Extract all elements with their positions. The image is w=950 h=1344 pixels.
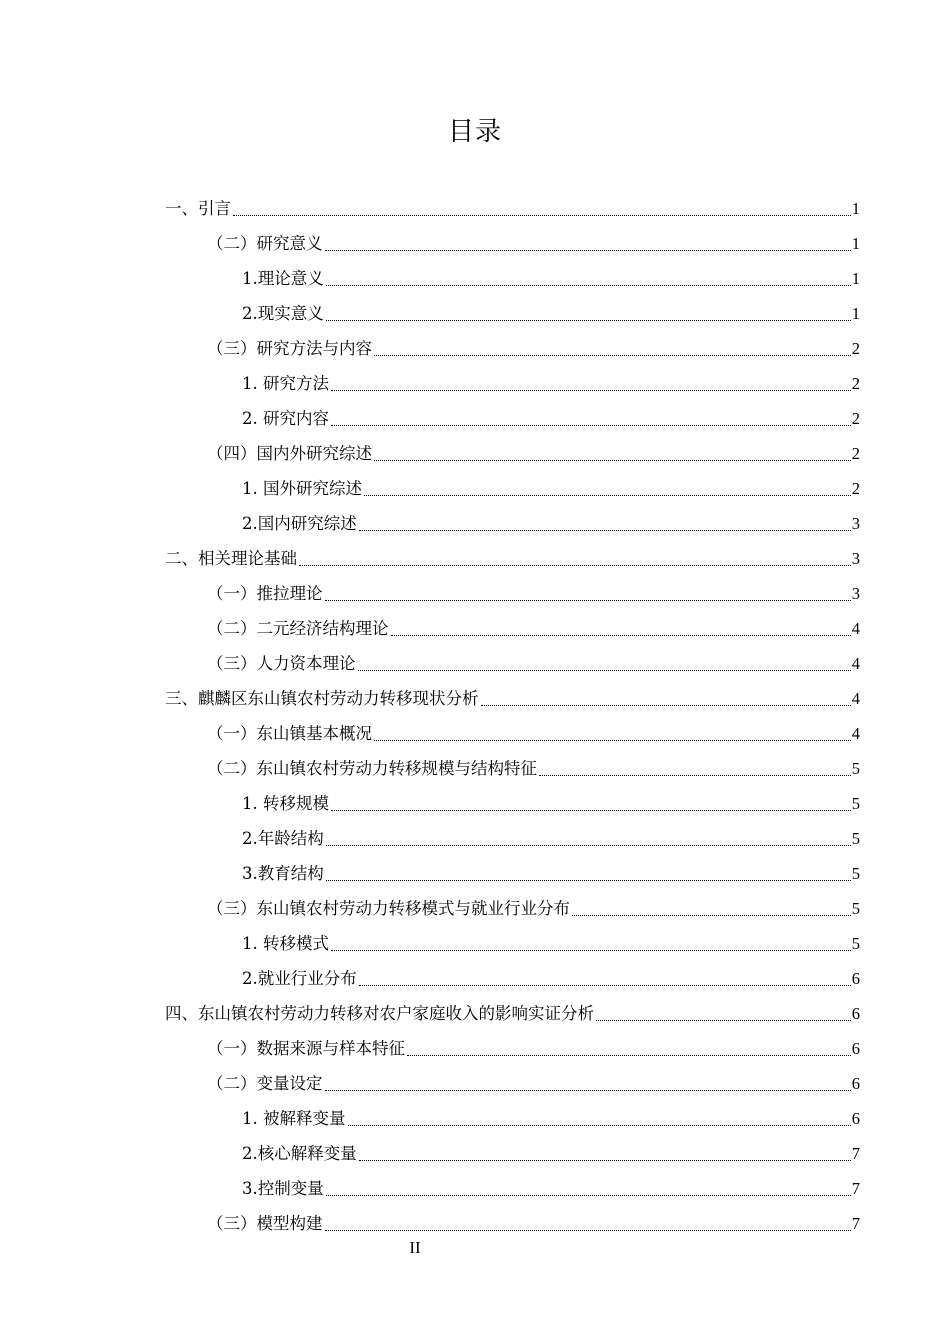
toc-entry-page-number: 1 xyxy=(851,198,860,218)
toc-entry-title: 1. 被解释变量 xyxy=(242,1108,346,1128)
toc-entry[interactable] xyxy=(165,191,860,226)
toc-dot-leader xyxy=(326,1195,851,1196)
toc-entry-title: （一）数据来源与样本特征 xyxy=(207,1038,405,1058)
toc-dot-leader xyxy=(299,565,851,566)
toc-entry-title: （一）推拉理论 xyxy=(207,583,323,603)
toc-entry-title: 三、麒麟区东山镇农村劳动力转移现状分析 xyxy=(165,688,479,708)
toc-entry-page-number: 6 xyxy=(851,1003,860,1023)
toc-entry[interactable] xyxy=(165,1171,860,1206)
toc-entry[interactable] xyxy=(165,541,860,576)
toc-entry[interactable] xyxy=(165,436,860,471)
toc-entry-page-number: 6 xyxy=(851,968,860,988)
toc-entry[interactable] xyxy=(165,471,860,506)
toc-entry-page-number: 1 xyxy=(851,268,860,288)
footer-page-number: II xyxy=(409,1238,421,1257)
toc-entry[interactable] xyxy=(165,961,860,996)
toc-entry-page-number: 3 xyxy=(851,583,860,603)
toc-dot-leader xyxy=(359,1160,851,1161)
toc-entry-title: 3.控制变量 xyxy=(242,1178,324,1198)
toc-entry[interactable] xyxy=(165,331,860,366)
toc-dot-leader xyxy=(481,705,851,706)
toc-dot-leader xyxy=(326,880,851,881)
toc-entry[interactable] xyxy=(165,996,860,1031)
toc-entry-title: （二）变量设定 xyxy=(207,1073,323,1093)
toc-dot-leader xyxy=(539,775,851,776)
toc-entry[interactable] xyxy=(165,716,860,751)
toc-entry-title: 2.国内研究综述 xyxy=(242,513,357,533)
toc-entry-page-number: 5 xyxy=(851,793,860,813)
toc-entry[interactable] xyxy=(165,506,860,541)
toc-entry-page-number: 6 xyxy=(851,1038,860,1058)
toc-entry-page-number: 5 xyxy=(851,933,860,953)
toc-dot-leader xyxy=(331,425,851,426)
toc-entry-page-number: 7 xyxy=(851,1178,860,1198)
toc-entry-title: 3.教育结构 xyxy=(242,863,324,883)
toc-entry[interactable] xyxy=(165,1136,860,1171)
toc-entry-page-number: 1 xyxy=(851,233,860,253)
toc-dot-leader xyxy=(325,1090,851,1091)
toc-dot-leader xyxy=(325,250,851,251)
toc-dot-leader xyxy=(348,1125,851,1126)
toc-dot-leader xyxy=(374,460,851,461)
toc-entry[interactable] xyxy=(165,296,860,331)
toc-entry-page-number: 6 xyxy=(851,1108,860,1128)
toc-entry[interactable] xyxy=(165,401,860,436)
toc-entry-page-number: 4 xyxy=(851,618,860,638)
toc-entry-title: 1. 国外研究综述 xyxy=(242,478,362,498)
toc-entry[interactable] xyxy=(165,261,860,296)
toc-entry-page-number: 7 xyxy=(851,1143,860,1163)
toc-entry-title: （三）研究方法与内容 xyxy=(207,338,372,358)
toc-dot-leader xyxy=(359,985,851,986)
toc-entry-page-number: 5 xyxy=(851,863,860,883)
toc-entry-page-number: 2 xyxy=(851,373,860,393)
toc-entry[interactable] xyxy=(165,1101,860,1136)
toc-entry-page-number: 5 xyxy=(851,828,860,848)
toc-entry-page-number: 4 xyxy=(851,688,860,708)
toc-entry-title: 1. 研究方法 xyxy=(242,373,329,393)
toc-dot-leader xyxy=(331,810,851,811)
toc-entry[interactable] xyxy=(165,226,860,261)
toc-dot-leader xyxy=(374,740,851,741)
toc-entry-title: 2.核心解释变量 xyxy=(242,1143,357,1163)
toc-entry-page-number: 7 xyxy=(851,1213,860,1233)
toc-entry-title: （二）东山镇农村劳动力转移规模与结构特征 xyxy=(207,758,537,778)
toc-entry[interactable] xyxy=(165,926,860,961)
toc-entry-title: 2.年龄结构 xyxy=(242,828,324,848)
toc-entry-title: （三）模型构建 xyxy=(207,1213,323,1233)
toc-entry[interactable] xyxy=(165,856,860,891)
toc-entry[interactable] xyxy=(165,611,860,646)
toc-dot-leader xyxy=(331,390,851,391)
toc-dot-leader xyxy=(596,1020,851,1021)
toc-entry-title: 1. 转移规模 xyxy=(242,793,329,813)
toc-entry-page-number: 2 xyxy=(851,338,860,358)
toc-dot-leader xyxy=(359,530,851,531)
table-of-contents xyxy=(165,191,860,1241)
toc-entry[interactable] xyxy=(165,576,860,611)
toc-dot-leader xyxy=(572,915,851,916)
toc-entry-page-number: 2 xyxy=(851,478,860,498)
toc-entry-page-number: 5 xyxy=(851,898,860,918)
toc-dot-leader xyxy=(326,320,851,321)
toc-entry-title: 1. 转移模式 xyxy=(242,933,329,953)
toc-entry-title: （一）东山镇基本概况 xyxy=(207,723,372,743)
toc-entry-page-number: 4 xyxy=(851,653,860,673)
toc-entry[interactable] xyxy=(165,681,860,716)
toc-entry-title: 1.理论意义 xyxy=(242,268,324,288)
toc-entry-page-number: 1 xyxy=(851,303,860,323)
toc-entry-title: （二）研究意义 xyxy=(207,233,323,253)
toc-entry[interactable] xyxy=(165,786,860,821)
toc-entry[interactable] xyxy=(165,1066,860,1101)
toc-entry-title: 四、东山镇农村劳动力转移对农户家庭收入的影响实证分析 xyxy=(165,1003,594,1023)
toc-dot-leader xyxy=(326,845,851,846)
toc-entry-title: 2. 研究内容 xyxy=(242,408,329,428)
toc-entry-page-number: 3 xyxy=(851,513,860,533)
toc-dot-leader xyxy=(374,355,851,356)
toc-entry-title: 2.就业行业分布 xyxy=(242,968,357,988)
toc-entry-title: 一、引言 xyxy=(165,198,231,218)
toc-dot-leader xyxy=(364,495,851,496)
toc-entry-page-number: 3 xyxy=(851,548,860,568)
toc-entry[interactable] xyxy=(165,751,860,786)
toc-entry[interactable] xyxy=(165,366,860,401)
page-title: 目录 xyxy=(447,117,502,147)
toc-dot-leader xyxy=(407,1055,851,1056)
toc-entry-page-number: 4 xyxy=(851,723,860,743)
toc-entry-title: 二、相关理论基础 xyxy=(165,548,297,568)
toc-entry-title: （二）二元经济结构理论 xyxy=(207,618,389,638)
toc-entry[interactable] xyxy=(165,821,860,856)
toc-entry-title: 2.现实意义 xyxy=(242,303,324,323)
toc-dot-leader xyxy=(325,600,851,601)
toc-entry-page-number: 2 xyxy=(851,443,860,463)
toc-entry[interactable] xyxy=(165,891,860,926)
toc-entry-page-number: 6 xyxy=(851,1073,860,1093)
toc-entry-title: （三）人力资本理论 xyxy=(207,653,356,673)
toc-dot-leader xyxy=(326,285,851,286)
toc-entry-page-number: 2 xyxy=(851,408,860,428)
toc-entry-title: （三）东山镇农村劳动力转移模式与就业行业分布 xyxy=(207,898,570,918)
toc-dot-leader xyxy=(331,950,851,951)
toc-entry-page-number: 5 xyxy=(851,758,860,778)
toc-entry[interactable] xyxy=(165,646,860,681)
toc-dot-leader xyxy=(325,1230,851,1231)
toc-entry-title: （四）国内外研究综述 xyxy=(207,443,372,463)
toc-dot-leader xyxy=(391,635,851,636)
toc-dot-leader xyxy=(358,670,851,671)
toc-entry[interactable] xyxy=(165,1031,860,1066)
toc-entry[interactable] xyxy=(165,1206,860,1241)
toc-dot-leader xyxy=(233,215,851,216)
